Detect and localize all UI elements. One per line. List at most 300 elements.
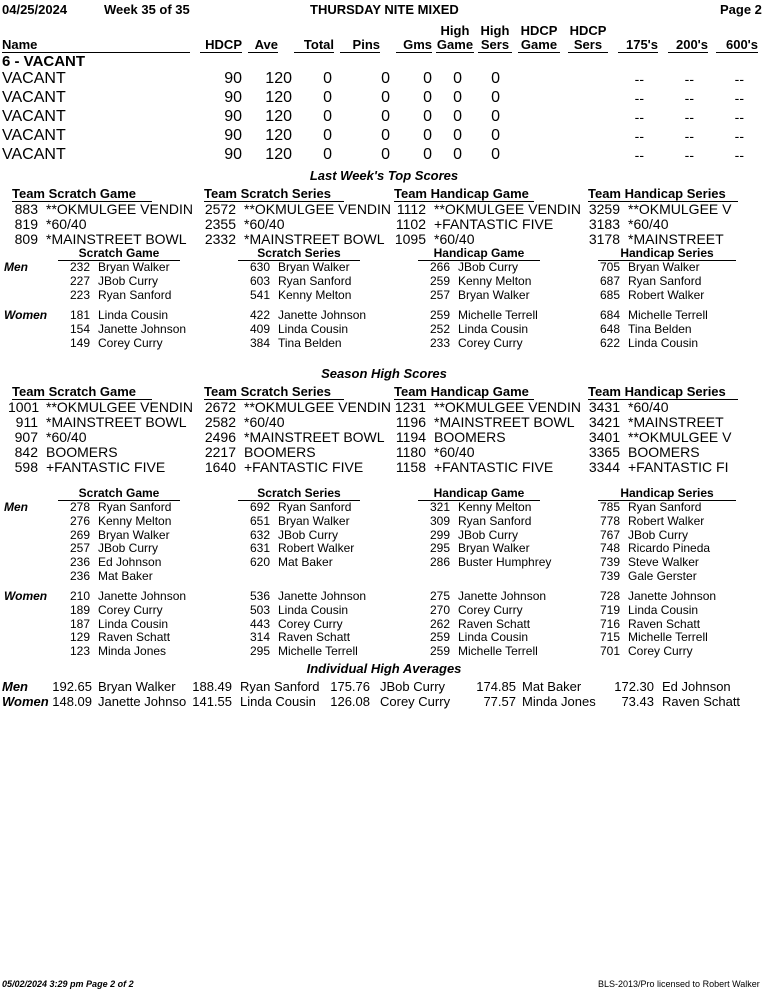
team-score: 1112 <box>396 201 426 217</box>
individual-name: Corey Curry <box>278 616 343 631</box>
bowler-600s: -- <box>734 128 744 144</box>
average-value: 192.65 <box>52 679 92 694</box>
individual-score: 232 <box>69 260 90 274</box>
average-name: Ed Johnson <box>662 679 731 694</box>
col-high-sers-1: High <box>480 23 510 38</box>
individual-score: 259 <box>429 273 450 288</box>
license-note: BLS-2013/Pro licensed to Robert Walker <box>598 979 760 989</box>
bowler-200s: -- <box>684 109 694 125</box>
average-name: Mat Baker <box>522 679 582 694</box>
individual-score: 728 <box>599 589 620 603</box>
col-hdcp-sers-2: Sers <box>568 38 608 53</box>
individual-name: Janette Johnson <box>278 589 367 603</box>
bowler-high-game: 0 <box>453 89 462 106</box>
women-label: Women <box>4 308 48 322</box>
team-header: Team Scratch Series <box>204 384 344 400</box>
individual-name: Mat Baker <box>98 569 153 583</box>
individual-name: Bryan Walker <box>458 287 530 302</box>
individual-score: 701 <box>599 644 620 659</box>
individual-score: 259 <box>429 630 450 645</box>
individual-score: 295 <box>429 541 450 556</box>
team-header: Team Scratch Series <box>204 186 344 202</box>
team-score: 907 <box>14 429 38 445</box>
team-score: 3259 <box>588 201 620 217</box>
individual-name: Linda Cousin <box>278 602 349 617</box>
bowler-name: VACANT <box>2 127 66 144</box>
team-score: 1640 <box>204 459 236 475</box>
individual-header: Handicap Game <box>418 246 540 261</box>
team-name: +FANTASTIC FIVE <box>434 216 554 232</box>
individual-name: Bryan Walker <box>98 527 170 542</box>
individual-score: 233 <box>429 335 450 350</box>
individual-name: Linda Cousin <box>458 321 529 336</box>
individual-score: 684 <box>599 308 620 322</box>
individual-name: Minda Jones <box>98 644 167 659</box>
individual-name: Corey Curry <box>98 335 163 350</box>
individual-header: Scratch Series <box>238 246 360 261</box>
individual-score: 266 <box>429 260 450 274</box>
individual-score: 129 <box>69 630 90 645</box>
individual-score: 384 <box>249 335 270 350</box>
team-name: BOOMERS <box>46 444 118 460</box>
bowler-total: 0 <box>323 70 332 87</box>
team-header: Team Handicap Game <box>394 384 534 400</box>
individual-score: 236 <box>69 569 90 583</box>
bowler-175s: -- <box>634 147 644 163</box>
average-value: 73.43 <box>621 694 654 709</box>
team-score: 911 <box>15 414 38 430</box>
team-score: 1180 <box>395 444 426 460</box>
bowler-hdcp: 90 <box>224 127 242 144</box>
individual-score: 705 <box>599 260 620 274</box>
individual-name: Michelle Terrell <box>458 308 538 322</box>
team-score: 1001 <box>8 399 40 415</box>
team-name: BOOMERS <box>244 444 316 460</box>
team-score: 2582 <box>204 414 236 430</box>
individual-name: Linda Cousin <box>628 335 699 350</box>
bowler-total: 0 <box>323 127 332 144</box>
individual-score: 295 <box>249 644 270 659</box>
individual-score: 257 <box>429 287 450 302</box>
individual-name: Kenny Melton <box>458 273 532 288</box>
individual-name: Kenny Melton <box>278 287 352 302</box>
section-title: Individual High Averages <box>306 661 462 676</box>
team-score: 1196 <box>395 414 426 430</box>
individual-name: Robert Walker <box>628 513 705 528</box>
team-name: BOOMERS <box>628 444 700 460</box>
bowler-200s: -- <box>684 71 694 87</box>
bowler-high-sers: 0 <box>491 89 500 106</box>
team-score: 2572 <box>204 201 236 217</box>
individual-name: Janette Johnson <box>278 308 367 322</box>
team-score: 3421 <box>588 414 620 430</box>
individual-name: Ryan Sanford <box>458 513 532 528</box>
bowler-ave: 120 <box>265 146 292 163</box>
team-name: BOOMERS <box>434 429 506 445</box>
individual-score: 276 <box>69 513 90 528</box>
bowler-gms: 0 <box>423 89 432 106</box>
bowler-175s: -- <box>634 128 644 144</box>
individual-name: Bryan Walker <box>458 541 530 556</box>
average-value: 77.57 <box>483 694 516 709</box>
bowler-pins: 0 <box>381 146 390 163</box>
col-ave: Ave <box>248 38 278 53</box>
bowler-high-sers: 0 <box>491 70 500 87</box>
individual-header: Scratch Series <box>238 486 360 501</box>
team-score: 1231 <box>394 399 426 415</box>
average-name: Raven Schatt <box>662 694 741 709</box>
individual-score: 275 <box>429 589 450 603</box>
individual-name: Corey Curry <box>458 335 523 350</box>
individual-name: Corey Curry <box>628 644 693 659</box>
team-name: **OKMULGEE VENDIN <box>434 399 582 415</box>
women-label: Women <box>2 694 49 709</box>
individual-score: 715 <box>599 630 620 645</box>
individual-score: 648 <box>599 321 620 336</box>
individual-name: Michelle Terrell <box>628 308 708 322</box>
individual-name: Janette Johnson <box>628 589 717 603</box>
individual-name: JBob Curry <box>278 527 339 542</box>
team-name: +FANTASTIC FIVE <box>244 459 364 475</box>
bowler-high-game: 0 <box>453 146 462 163</box>
individual-score: 748 <box>599 541 620 556</box>
team-score: 883 <box>14 201 38 217</box>
individual-name: Ryan Sanford <box>628 500 702 514</box>
team-title: 6 - VACANT <box>2 53 86 70</box>
individual-score: 536 <box>249 589 270 603</box>
individual-name: Ryan Sanford <box>278 500 352 514</box>
league-name: THURSDAY NITE MIXED <box>310 2 459 17</box>
individual-name: JBob Curry <box>98 541 159 556</box>
bowler-pins: 0 <box>381 127 390 144</box>
team-header: Team Scratch Game <box>12 384 152 400</box>
bowler-ave: 120 <box>265 89 292 106</box>
individual-score: 739 <box>599 569 620 583</box>
bowler-name: VACANT <box>2 108 66 125</box>
bowler-name: VACANT <box>2 70 66 87</box>
col-gms: Gms <box>396 38 432 53</box>
individual-score: 321 <box>429 500 450 514</box>
bowler-600s: -- <box>734 90 744 106</box>
average-value: 174.85 <box>476 679 516 694</box>
individual-score: 314 <box>249 630 270 645</box>
bowler-name: VACANT <box>2 146 66 163</box>
individual-score: 620 <box>249 555 270 570</box>
individual-name: Linda Cousin <box>628 602 699 617</box>
individual-name: Tina Belden <box>628 321 692 336</box>
bowler-200s: -- <box>684 147 694 163</box>
individual-name: Steve Walker <box>628 555 699 570</box>
team-score: 3178 <box>588 231 620 247</box>
bowler-high-game: 0 <box>453 70 462 87</box>
individual-score: 687 <box>599 273 620 288</box>
individual-score: 409 <box>249 321 270 336</box>
team-name: +FANTASTIC FIVE <box>434 459 554 475</box>
team-name: **OKMULGEE VENDIN <box>46 399 194 415</box>
individual-name: Bryan Walker <box>628 260 700 274</box>
team-name: **OKMULGEE VENDIN <box>46 201 194 217</box>
team-name: *MAINSTREET BOWL <box>434 414 575 430</box>
individual-score: 767 <box>599 527 620 542</box>
individual-score: 739 <box>599 555 620 570</box>
team-score: 598 <box>14 459 38 475</box>
week-label: Week 35 of 35 <box>104 2 190 17</box>
bowler-gms: 0 <box>423 108 432 125</box>
team-name: **OKMULGEE VENDIN <box>244 201 392 217</box>
col-pins: Pins <box>340 38 380 53</box>
bowler-total: 0 <box>323 108 332 125</box>
team-name: *60/40 <box>434 231 475 247</box>
team-score: 2672 <box>204 399 236 415</box>
bowler-high-sers: 0 <box>491 127 500 144</box>
individual-score: 259 <box>429 644 450 659</box>
bowler-600s: -- <box>734 109 744 125</box>
individual-score: 270 <box>429 602 450 617</box>
team-name: *60/40 <box>628 399 669 415</box>
team-header: Team Handicap Game <box>394 186 534 202</box>
col-hdcp-game-1: HDCP <box>520 23 558 38</box>
bowler-600s: -- <box>734 71 744 87</box>
individual-score: 685 <box>599 287 620 302</box>
individual-name: Gale Gerster <box>628 569 697 583</box>
team-name: **OKMULGEE V <box>628 429 732 445</box>
bowler-600s: -- <box>734 147 744 163</box>
individual-score: 257 <box>69 541 90 556</box>
individual-name: Raven Schatt <box>458 616 531 631</box>
bowler-ave: 120 <box>265 70 292 87</box>
team-score: 842 <box>14 444 38 460</box>
individual-score: 236 <box>69 555 90 570</box>
men-label: Men <box>4 500 28 514</box>
individual-name: JBob Curry <box>458 260 519 274</box>
individual-name: Ryan Sanford <box>98 287 172 302</box>
individual-name: Kenny Melton <box>98 513 172 528</box>
bowler-hdcp: 90 <box>224 70 242 87</box>
individual-score: 716 <box>599 616 620 631</box>
individual-name: Raven Schatt <box>628 616 701 631</box>
col-total: Total <box>294 38 334 53</box>
individual-score: 503 <box>249 602 270 617</box>
bowler-high-game: 0 <box>453 127 462 144</box>
individual-score: 252 <box>429 321 450 336</box>
average-name: Linda Cousin <box>240 694 316 709</box>
average-name: Minda Jones <box>522 694 596 709</box>
average-value: 148.09 <box>52 694 92 709</box>
bowler-high-game: 0 <box>453 108 462 125</box>
section-title: Last Week's Top Scores <box>309 168 459 183</box>
individual-score: 286 <box>429 555 450 570</box>
col-600s: 600's <box>716 38 758 53</box>
bowler-gms: 0 <box>423 146 432 163</box>
individual-header: Scratch Game <box>58 486 180 501</box>
men-label: Men <box>4 260 28 274</box>
average-value: 175.76 <box>330 679 370 694</box>
individual-score: 630 <box>249 260 270 274</box>
team-score: 3183 <box>588 216 620 232</box>
individual-name: Buster Humphrey <box>458 555 552 570</box>
report-date: 04/25/2024 <box>2 2 68 17</box>
col-high-game-2: Game <box>436 37 474 52</box>
individual-name: Tina Belden <box>278 335 342 350</box>
individual-name: Bryan Walker <box>98 260 170 274</box>
average-value: 172.30 <box>614 679 654 694</box>
individual-score: 541 <box>249 287 270 302</box>
individual-name: Linda Cousin <box>98 616 169 631</box>
team-score: 3365 <box>588 444 620 460</box>
section-title: Season High Scores <box>321 366 447 381</box>
team-score: 2217 <box>204 444 236 460</box>
individual-name: Linda Cousin <box>458 630 529 645</box>
individual-score: 154 <box>69 321 90 336</box>
team-score: 1158 <box>395 459 426 475</box>
page-number: Page 2 <box>720 2 762 17</box>
bowler-pins: 0 <box>381 70 390 87</box>
bowler-high-sers: 0 <box>491 108 500 125</box>
individual-score: 785 <box>599 500 620 514</box>
individual-score: 278 <box>69 500 90 514</box>
bowler-pins: 0 <box>381 89 390 106</box>
team-name: *60/40 <box>46 429 87 445</box>
bowler-175s: -- <box>634 109 644 125</box>
average-name: Corey Curry <box>380 694 451 709</box>
individual-name: Michelle Terrell <box>278 644 358 659</box>
team-score: 1102 <box>395 216 426 232</box>
individual-name: Bryan Walker <box>278 513 350 528</box>
individual-score: 603 <box>249 273 270 288</box>
individual-score: 123 <box>69 644 90 659</box>
bowler-200s: -- <box>684 128 694 144</box>
bowler-ave: 120 <box>265 108 292 125</box>
average-name: Ryan Sanford <box>240 679 320 694</box>
individual-score: 189 <box>69 602 90 617</box>
team-header: Team Scratch Game <box>12 186 152 202</box>
col-hdcp: HDCP <box>200 38 242 53</box>
individual-score: 227 <box>69 273 90 288</box>
individual-score: 632 <box>249 527 270 542</box>
team-name: *MAINSTREET BOWL <box>244 429 385 445</box>
individual-name: Janette Johnson <box>98 589 187 603</box>
team-score: 3431 <box>588 399 620 415</box>
team-name: **OKMULGEE V <box>628 201 732 217</box>
individual-name: Robert Walker <box>628 287 705 302</box>
bowler-hdcp: 90 <box>224 108 242 125</box>
bowler-hdcp: 90 <box>224 89 242 106</box>
individual-name: Ryan Sanford <box>98 500 172 514</box>
team-score: 1194 <box>395 429 426 445</box>
individual-name: Corey Curry <box>98 602 163 617</box>
women-label: Women <box>4 589 48 603</box>
team-score: 2496 <box>204 429 236 445</box>
individual-score: 149 <box>69 335 90 350</box>
team-name: *MAINSTREET BOWL <box>46 231 187 247</box>
individual-header: Handicap Series <box>598 246 736 261</box>
average-name: Janette Johnso <box>98 694 187 709</box>
average-value: 141.55 <box>192 694 232 709</box>
team-score: 819 <box>14 216 38 232</box>
individual-score: 210 <box>69 589 90 603</box>
individual-score: 422 <box>249 308 270 322</box>
individual-score: 692 <box>249 500 270 514</box>
team-name: *60/40 <box>628 216 669 232</box>
individual-name: Raven Schatt <box>98 630 171 645</box>
individual-score: 262 <box>429 616 450 631</box>
col-175s: 175's <box>618 38 658 53</box>
bowler-hdcp: 90 <box>224 146 242 163</box>
bowler-gms: 0 <box>423 127 432 144</box>
bowler-200s: -- <box>684 90 694 106</box>
bowler-175s: -- <box>634 90 644 106</box>
col-hdcp-sers-1: HDCP <box>569 23 607 38</box>
bowler-total: 0 <box>323 89 332 106</box>
individual-score: 309 <box>429 513 450 528</box>
individual-name: Linda Cousin <box>98 308 169 322</box>
col-high-game-1: High <box>440 23 470 38</box>
individual-score: 651 <box>249 513 270 528</box>
individual-score: 181 <box>69 308 90 322</box>
col-hdcp-game-2: Game <box>518 38 560 53</box>
team-score: 2355 <box>204 216 236 232</box>
individual-name: Corey Curry <box>458 602 523 617</box>
bowler-ave: 120 <box>265 127 292 144</box>
team-name: +FANTASTIC FI <box>628 459 729 475</box>
individual-score: 269 <box>69 527 90 542</box>
individual-score: 223 <box>69 287 90 302</box>
team-name: *60/40 <box>434 444 475 460</box>
individual-name: Robert Walker <box>278 541 355 556</box>
team-name: *60/40 <box>244 414 285 430</box>
team-name: *60/40 <box>244 216 285 232</box>
col-200s: 200's <box>668 38 708 53</box>
individual-name: JBob Curry <box>98 273 159 288</box>
individual-name: Michelle Terrell <box>628 630 708 645</box>
individual-header: Handicap Game <box>418 486 540 501</box>
individual-name: Ryan Sanford <box>628 273 702 288</box>
individual-name: JBob Curry <box>628 527 689 542</box>
bowler-gms: 0 <box>423 70 432 87</box>
team-score: 2332 <box>204 231 236 247</box>
bowler-name: VACANT <box>2 89 66 106</box>
team-name: *MAINSTREET BOWL <box>244 231 385 247</box>
individual-name: Ryan Sanford <box>278 273 352 288</box>
individual-header: Handicap Series <box>598 486 736 501</box>
individual-name: Michelle Terrell <box>458 644 538 659</box>
col-high-sers-2: Sers <box>478 38 512 53</box>
team-score: 3401 <box>588 429 620 445</box>
individual-name: Ed Johnson <box>98 555 162 570</box>
col-name: Name <box>2 38 190 53</box>
average-value: 126.08 <box>330 694 370 709</box>
individual-name: Janette Johnson <box>98 321 187 336</box>
team-name: *MAINSTREET <box>628 231 724 247</box>
individual-score: 443 <box>249 616 270 631</box>
team-name: +FANTASTIC FIVE <box>46 459 166 475</box>
individual-score: 778 <box>599 513 620 528</box>
team-name: **OKMULGEE VENDIN <box>244 399 392 415</box>
team-name: *60/40 <box>46 216 87 232</box>
bowler-pins: 0 <box>381 108 390 125</box>
individual-score: 622 <box>599 335 620 350</box>
individual-name: Linda Cousin <box>278 321 349 336</box>
bowler-total: 0 <box>323 146 332 163</box>
individual-name: Bryan Walker <box>278 260 350 274</box>
individual-score: 631 <box>249 541 270 556</box>
individual-name: Mat Baker <box>278 555 333 570</box>
team-header: Team Handicap Series <box>588 186 738 202</box>
individual-score: 299 <box>429 527 450 542</box>
team-score: 1095 <box>394 231 426 247</box>
individual-score: 259 <box>429 308 450 322</box>
men-label: Men <box>2 679 28 694</box>
